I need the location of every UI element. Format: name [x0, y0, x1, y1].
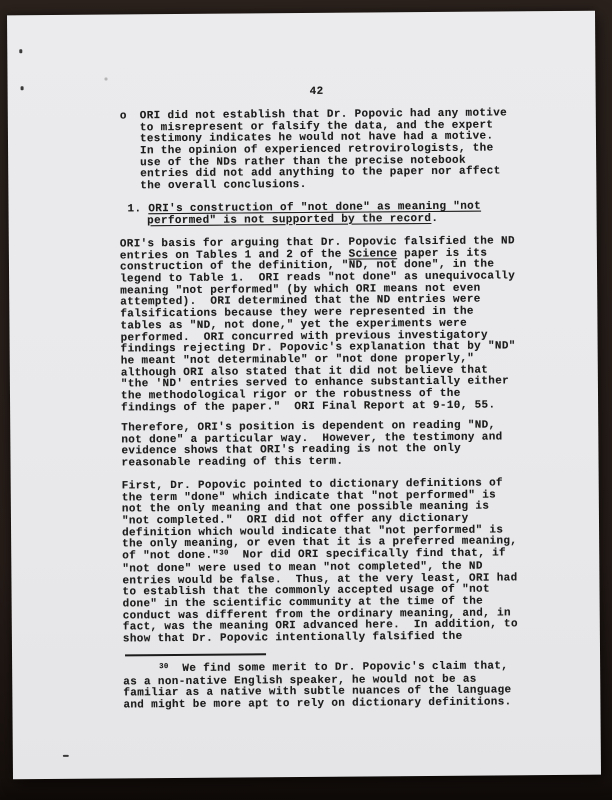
- footnote-text: We find some merit to Dr. Popovic's claim that, as a non-native English speaker, he would not be as familiar as a native with subtle nuances of the language and might be more apt to rely on dictionary definitions.: [123, 660, 512, 712]
- scan-mark: [63, 755, 69, 757]
- document-page: [7, 11, 601, 780]
- bullet-marker: o: [119, 110, 127, 123]
- paragraph-dictionary: [122, 478, 518, 646]
- scan-mark: [19, 49, 22, 53]
- scan-mark: [105, 78, 108, 81]
- paragraph-ori-basis-after: paper is its construction of the definition, "ND, not done", in the legend to Table 1. ORI reads "not done" as unequivocally meaning "not performed" (by which ORI means not even attempted). ORI determined that the ND entries were falsifications because they were represented in the tables as "ND, not done," yet the experiments were performed. ORI concurred with previous investigatory findings rejecting Dr. Popovic's explanation that by "ND" he meant "not determinable" or "not done properly," although ORI also stated that it did not believe that "the 'ND' entries served to enhance substantially either the methodological rigor or the robustness of the findings of the paper." ORI Final Report at 9-10, 55.: [119, 247, 516, 415]
- heading-line2: performed" is not supported by the record: [147, 212, 432, 227]
- section-heading: [127, 202, 481, 228]
- footnote-30: [123, 661, 512, 712]
- bullet-item: [120, 108, 508, 193]
- scan-mark: [21, 86, 24, 90]
- paragraph-ori-basis-before: ORI's basis for arguing that Dr. Popovic falsified the ND entries on Tables 1 and 2 of the: [119, 235, 515, 263]
- science-citation: Science: [348, 247, 398, 261]
- heading-period: .: [431, 212, 439, 225]
- bullet-text: ORI did not establish that Dr. Popovic had any motive to misrepresent or falsify the data, and the expert testimony indicates he would not have had a motive. In the opinion of experienced retrovirologists, the use of the NDs rather than the precise notebook entries did not add anything to the paper nor affect the overall conclusions.: [139, 107, 508, 193]
- paragraph-dictionary-before: First, Dr. Popovic pointed to dictionary definitions of the term "done" which indicate that "not performed" is not the only meaning and that one possible meaning is "not completed." ORI did not offer any dictionary definition which would indicate that "not performed" is the only meaning, or even that it is a preferred meaning, of "not done.": [121, 477, 518, 563]
- heading-number: 1.: [127, 203, 149, 216]
- paragraph-ori-basis: [120, 236, 516, 414]
- footnote-separator: [125, 653, 266, 656]
- page-number: 42: [309, 85, 324, 98]
- heading-line1: ORI's construction of "not done" as meaning "not: [148, 200, 482, 216]
- paragraph-therefore: Therefore, ORI's position is dependent on reading "ND, not done" a particular way. However, the testimony and evidence shows that ORI's reading is not the only reasonable reading of this term.: [121, 419, 503, 470]
- footnote-ref-30: 30: [219, 549, 229, 558]
- footnote-marker: 30: [159, 662, 169, 671]
- paragraph-dictionary-after: Nor did ORI specifically find that, if "not done" were used to mean "not completed", the ND entries would be false. Thus, at the very least, ORI had to establish that the commonly accepted usage of "not done" in the scientific community at the time of the conduct was different from the ordinary meaning, and, in fact, was the meaning ORI advanced here. In addition, to show that Dr. Popovic intentionally falsified the: [122, 547, 518, 646]
